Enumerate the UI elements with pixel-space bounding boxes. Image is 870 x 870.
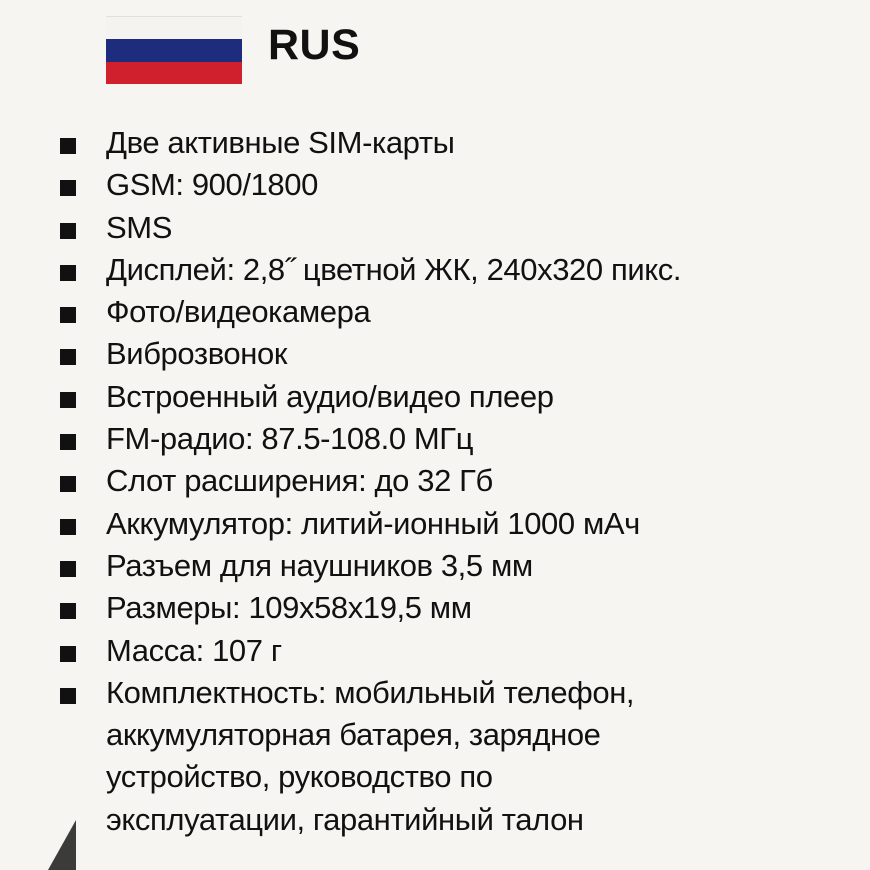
spec-item-camera [60,291,850,333]
bullet-icon [60,561,76,577]
spec-text: Размеры: 109x58x19,5 мм [106,590,472,626]
flag-white-stripe [106,16,242,39]
bullet-icon [60,138,76,154]
spec-text: FM-радио: 87.5-108.0 МГц [106,421,474,457]
spec-item-vibration [60,333,850,375]
spec-item-battery [60,503,850,545]
spec-text: SMS [106,209,172,245]
russia-flag-icon [106,16,242,84]
spec-text: Две активные SIM-карты [106,125,455,160]
bullet-icon [60,688,76,704]
bullet-icon [60,392,76,408]
flag-red-stripe [106,62,242,84]
bullet-icon [60,180,76,196]
spec-text: Масса: 107 г [106,632,282,668]
bullet-icon [60,349,76,365]
spec-item-sim [60,122,850,164]
bullet-icon [60,603,76,619]
spec-item-weight [60,630,850,672]
spec-text: Фото/видеокамера [106,294,371,330]
country-code: RUS [268,21,361,69]
bullet-icon [60,476,76,492]
bullet-icon [60,265,76,281]
spec-text: Дисплей: 2,8˝ цветной ЖК, 240x320 пикс. [106,251,682,287]
spec-text: GSM: 900/1800 [106,167,318,203]
bullet-icon [60,646,76,662]
spec-item-sms [60,207,850,249]
bullet-icon [60,307,76,323]
spec-item-headphone-jack [60,545,850,587]
spec-text: Слот расширения: до 32 Гб [106,463,493,499]
spec-text: Комплектность: мобильный телефон, аккумуляторная батарея, зарядное устройство, руководство по эксплуатации, гарантийный талон [106,674,635,837]
spec-text: Встроенный аудио/видео плеер [106,378,554,414]
spec-text: Виброзвонок [106,336,287,372]
spec-text: Разъем для наушников 3,5 мм [106,547,533,583]
flag-blue-stripe [106,39,242,61]
spec-item-player [60,376,850,418]
page-fold-shadow [48,820,76,870]
spec-item-gsm [60,164,850,206]
spec-item-radio [60,418,850,460]
spec-list [60,122,850,841]
spec-item-dimensions [60,587,850,629]
spec-item-expansion-slot [60,460,850,502]
bullet-icon [60,519,76,535]
spec-text: Аккумулятор: литий-ионный 1000 мАч [106,505,640,541]
spec-item-package-contents [60,672,850,841]
spec-item-display [60,249,850,291]
bullet-icon [60,434,76,450]
bullet-icon [60,223,76,239]
